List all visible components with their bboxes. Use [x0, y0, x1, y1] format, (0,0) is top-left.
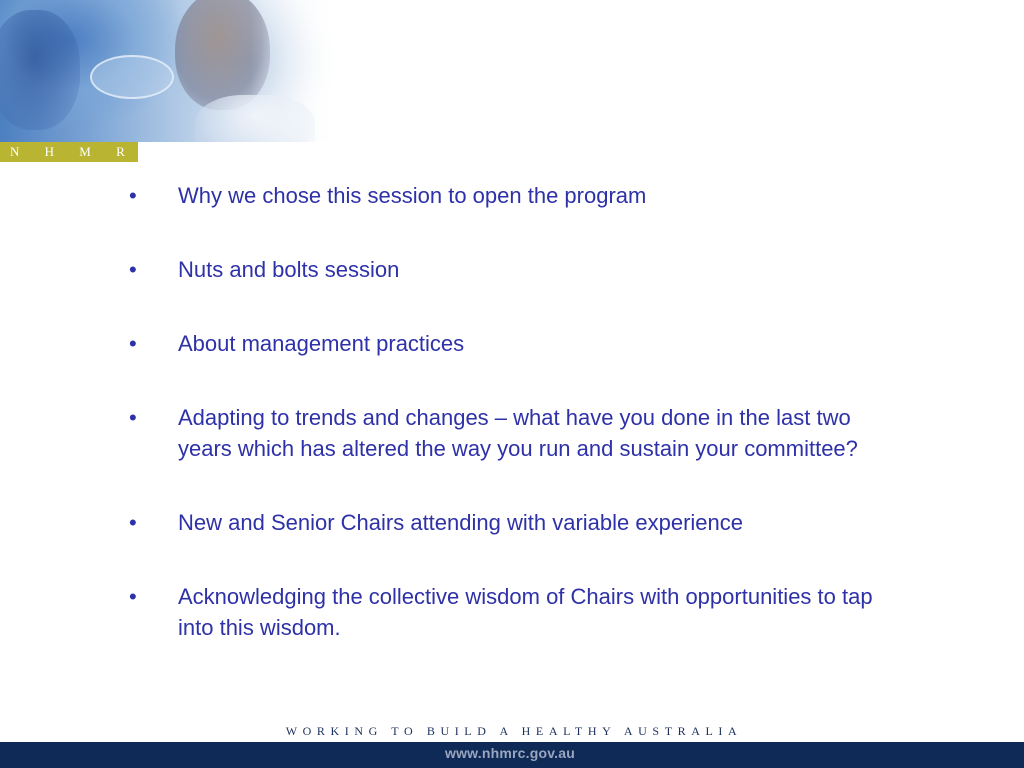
footer-bar	[0, 742, 1024, 768]
bullet-text: New and Senior Chairs attending with variable experience	[178, 510, 743, 535]
surgeon-figure	[0, 10, 80, 130]
bullet-marker: •	[129, 331, 137, 356]
brand-bar	[0, 142, 170, 162]
bullet-item	[125, 180, 885, 211]
bullet-marker: •	[129, 183, 137, 208]
bullet-item	[125, 581, 885, 643]
bullet-text: Nuts and bolts session	[178, 257, 400, 282]
bullet-marker: •	[129, 257, 137, 282]
bullet-text: Adapting to trends and changes – what have you done in the last two years which has altered the way you run and sustain your committee?	[178, 405, 858, 461]
footer-tagline: WORKING TO BUILD A HEALTHY AUSTRALIA	[285, 724, 743, 738]
bullet-item	[125, 507, 885, 538]
photo-fade	[250, 0, 340, 142]
bullet-item	[125, 254, 885, 285]
footer-url: www.nhmrc.gov.au	[445, 745, 575, 761]
bullet-text: Acknowledging the collective wisdom of Chairs with opportunities to tap into this wisdom.	[178, 584, 873, 640]
bullet-list	[125, 180, 885, 643]
petri-dish	[90, 55, 174, 99]
bullet-item	[125, 402, 885, 464]
bullet-text: Why we chose this session to open the program	[178, 183, 647, 208]
bullet-text: About management practices	[178, 331, 465, 356]
brand-logo-text: N H M R C	[10, 144, 170, 159]
bullet-item	[125, 328, 885, 359]
bullet-marker: •	[129, 405, 137, 430]
bullet-marker: •	[129, 584, 137, 609]
header-photo	[0, 0, 340, 142]
bullet-marker: •	[129, 510, 137, 535]
